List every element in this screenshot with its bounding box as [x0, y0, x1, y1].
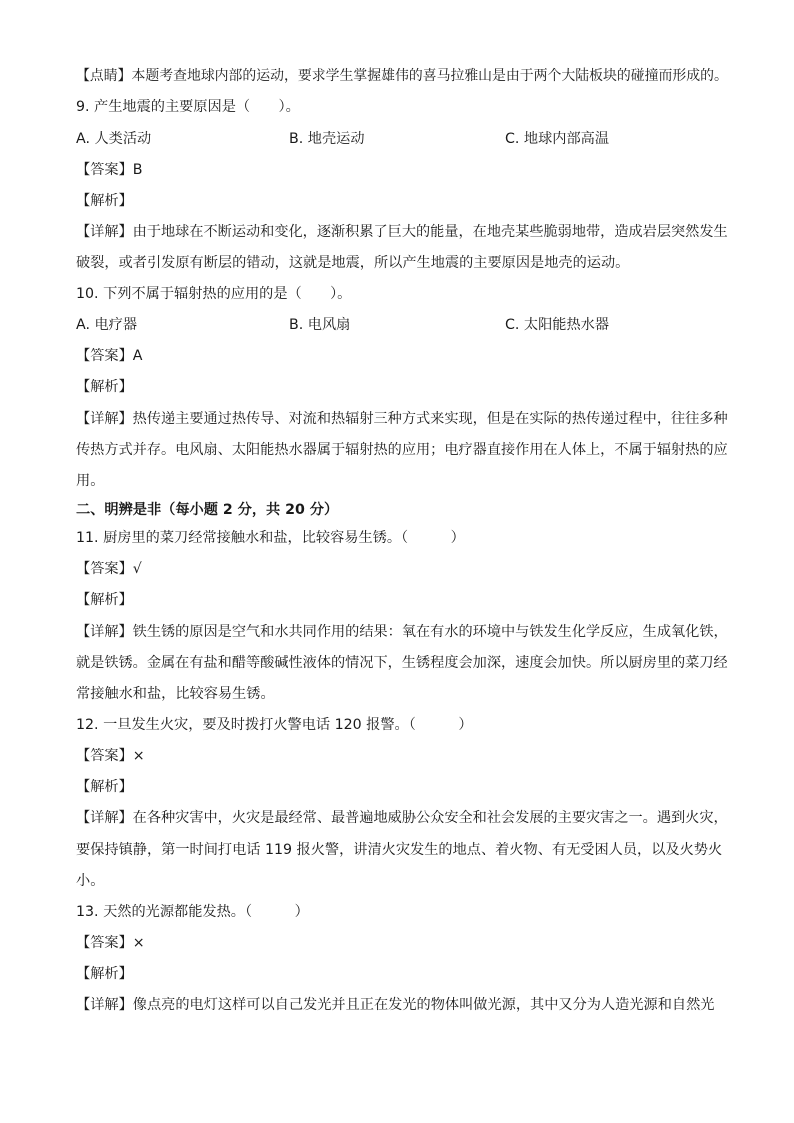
q10-detail-line: 用。 [76, 473, 105, 489]
q12-detail-line: 【详解】在各种灾害中，火灾是最经常、最普遍地威胁公众安全和社会发展的主要灾害之一。遇到火灾， [76, 810, 728, 826]
q10-detail-line: 【详解】热传递主要通过热传导、对流和热辐射三种方式来实现，但是在实际的热传递过程中，往往多种 [76, 411, 728, 427]
section-heading: 二、明辨是非（每小题 2 分，共 20 分） [76, 502, 339, 518]
q10-option-c: C. 太阳能热水器 [505, 317, 610, 333]
q9-analysis-label: 【解析】 [76, 193, 133, 209]
q12-analysis-label: 【解析】 [76, 779, 133, 795]
q11-answer: 【答案】√ [76, 561, 142, 577]
q9-stem: 9. 产生地震的主要原因是（ ）。 [76, 99, 300, 115]
q13-detail-line: 【详解】像点亮的电灯这样可以自己发光并且正在发光的物体叫做光源，其中又分为人造光源和自然光 [76, 997, 715, 1013]
q10-option-a: A. 电疗器 [76, 317, 138, 333]
q13-stem: 13. 天然的光源都能发热。（ ） [76, 904, 309, 920]
q10-answer: 【答案】A [76, 348, 143, 364]
q9-answer: 【答案】B [76, 162, 143, 178]
q9-option-c: C. 地球内部高温 [505, 131, 610, 147]
q9-detail-line: 破裂，或者引发原有断层的错动，这就是地震，所以产生地震的主要原因是地壳的运动。 [76, 255, 630, 271]
q11-analysis-label: 【解析】 [76, 592, 133, 608]
dianjing-note: 【点睛】本题考查地球内部的运动，要求学生掌握雄伟的喜马拉雅山是由于两个大陆板块的碰撞而形成的。 [76, 68, 728, 84]
q12-answer: 【答案】× [76, 748, 145, 764]
q10-option-b: B. 电风扇 [289, 317, 351, 333]
q12-detail-line: 小。 [76, 873, 105, 889]
q13-analysis-label: 【解析】 [76, 966, 133, 982]
q11-detail-line: 就是铁锈。金属在有盐和醋等酸碱性液体的情况下，生锈程度会加深，速度会加快。所以厨房里的菜刀经 [76, 655, 728, 671]
q13-answer: 【答案】× [76, 935, 145, 951]
q10-analysis-label: 【解析】 [76, 379, 133, 395]
q9-detail-line: 【详解】由于地球在不断运动和变化，逐渐积累了巨大的能量，在地壳某些脆弱地带，造成岩层突然发生 [76, 224, 728, 240]
q11-detail-line: 常接触水和盐，比较容易生锈。 [76, 686, 275, 702]
q10-detail-line: 传热方式并存。电风扇、太阳能热水器属于辐射热的应用；电疗器直接作用在人体上，不属于辐射热的应 [76, 442, 728, 458]
q9-option-b: B. 地壳运动 [289, 131, 365, 147]
q9-option-a: A. 人类活动 [76, 131, 152, 147]
q11-stem: 11. 厨房里的菜刀经常接触水和盐，比较容易生锈。（ ） [76, 530, 465, 546]
q10-stem: 10. 下列不属于辐射热的应用的是（ ）。 [76, 286, 352, 302]
q12-detail-line: 要保持镇静，第一时间打电话 119 报火警，讲清火灾发生的地点、着火物、有无受困人员，以及火势火 [76, 842, 723, 858]
q12-stem: 12. 一旦发生火灾，要及时拨打火警电话 120 报警。（ ） [76, 717, 473, 733]
q11-detail-line: 【详解】铁生锈的原因是空气和水共同作用的结果：氧在有水的环境中与铁发生化学反应，生成氧化铁， [76, 624, 728, 640]
